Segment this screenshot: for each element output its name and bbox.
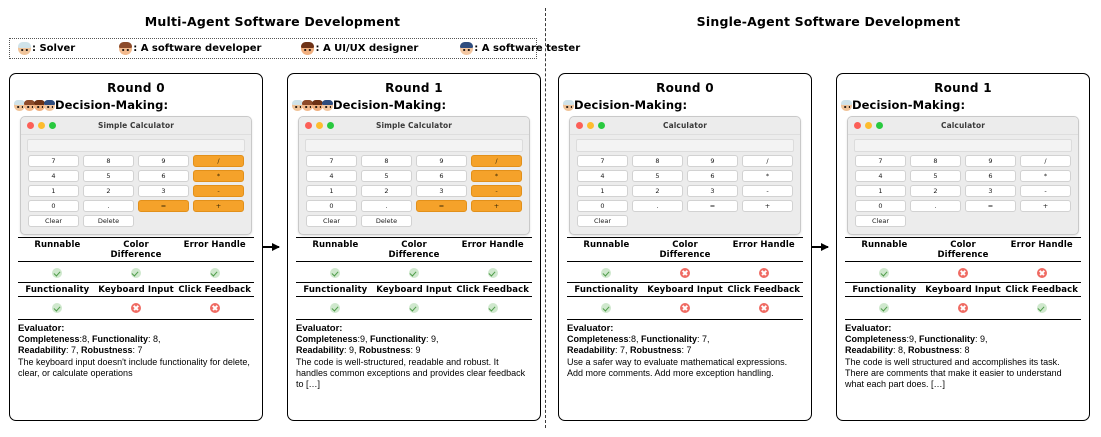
score-label-robustness: Robustness — [908, 345, 960, 356]
calculator-key-row — [304, 170, 524, 182]
calculator-key[interactable]: 2 — [910, 185, 961, 197]
decision-making-label: Decision-Making: — [333, 98, 447, 112]
criteria-label: Keyboard Input — [647, 285, 723, 295]
score-label-robustness: Robustness — [630, 345, 682, 356]
calculator-key[interactable]: - — [193, 185, 244, 197]
criteria-label: Keyboard Input — [376, 285, 452, 295]
criteria-label: Runnable — [312, 240, 359, 250]
calculator-key[interactable]: . — [361, 200, 412, 212]
calculator-key[interactable]: 3 — [965, 185, 1016, 197]
calculator-titlebar — [299, 117, 529, 135]
calculator-key-row — [575, 155, 795, 167]
agent-avatar-group — [292, 100, 332, 111]
calculator-key[interactable]: * — [1020, 170, 1071, 182]
calculator-key-row — [26, 185, 246, 197]
criteria-label-row — [845, 283, 1081, 296]
check-icon — [330, 303, 340, 313]
evaluator-scores — [567, 334, 803, 356]
calculator-key[interactable]: 4 — [28, 170, 79, 182]
evaluator-block — [567, 319, 803, 379]
agent-avatar-group — [14, 100, 54, 111]
evaluator-block — [296, 319, 532, 390]
calculator-keypad — [570, 155, 800, 234]
calculator-key[interactable]: 9 — [138, 155, 189, 167]
evaluator-title: Evaluator: — [296, 323, 343, 334]
calculator-key[interactable]: = — [416, 200, 467, 212]
criteria-label-row — [296, 238, 532, 261]
calculator-key[interactable]: 0 — [306, 200, 357, 212]
criteria-label: Keyboard Input — [98, 285, 174, 295]
evaluator-comment: The code is well-structured, readable and robust. It handles common exceptions and provides clear feedback to […] — [296, 356, 526, 390]
criteria-mark-cell — [453, 297, 532, 317]
calculator-key[interactable]: 6 — [138, 170, 189, 182]
calculator-keypad — [299, 155, 529, 234]
calculator-mockup — [569, 116, 801, 235]
cross-icon — [759, 303, 769, 313]
calculator-key-row — [853, 170, 1073, 182]
criteria-mark-cell — [646, 297, 725, 317]
calculator-key[interactable]: Clear — [577, 215, 628, 227]
calculator-key-row — [575, 185, 795, 197]
score-value-completeness: :8, — [628, 334, 642, 345]
calculator-key[interactable]: / — [742, 155, 793, 167]
check-icon — [210, 268, 220, 278]
criteria-mark-cell — [97, 297, 176, 317]
calculator-key-row — [304, 215, 524, 227]
score-label-readability: Readability — [845, 345, 894, 356]
calculator-key[interactable]: = — [687, 200, 738, 212]
score-value-functionality: : 9, — [426, 334, 439, 345]
criteria-mark-cell — [97, 262, 176, 282]
evaluator-scores — [296, 334, 532, 356]
calculator-key[interactable]: + — [1020, 200, 1071, 212]
criteria-label-row — [296, 283, 532, 296]
criteria-mark-row — [18, 297, 254, 317]
check-icon — [52, 303, 62, 313]
criteria-mark-cell — [375, 297, 454, 317]
calculator-key[interactable]: - — [742, 185, 793, 197]
agent-avatar-group — [841, 100, 851, 111]
calculator-key[interactable]: 8 — [910, 155, 961, 167]
criteria-mark-cell — [724, 297, 803, 317]
criteria-label: Functionality — [574, 285, 639, 295]
calculator-key[interactable]: * — [193, 170, 244, 182]
score-label-readability: Readability — [567, 345, 616, 356]
criteria-label-row — [567, 238, 803, 261]
check-icon — [879, 303, 889, 313]
calculator-key[interactable]: * — [471, 170, 522, 182]
single-agent-section-title: Single-Agent Software Development — [696, 14, 961, 29]
score-value-readability: : 7, — [615, 345, 631, 356]
check-icon — [409, 268, 419, 278]
calculator-mockup — [20, 116, 252, 235]
calculator-key[interactable]: Delete — [83, 215, 134, 227]
calculator-key[interactable]: 1 — [577, 185, 628, 197]
evaluator-block — [18, 319, 254, 379]
decision-making-header — [14, 98, 262, 112]
calculator-key[interactable]: 8 — [83, 155, 134, 167]
score-value-robustness: : 8 — [959, 345, 970, 356]
calculator-key[interactable]: + — [193, 200, 244, 212]
evaluator-comment: The keyboard input doesn't include functionality for delete, clear, or calculate operations — [18, 356, 250, 378]
criteria-table — [845, 237, 1081, 317]
score-label-functionality: Functionality — [370, 334, 427, 345]
score-value-functionality: : 9, — [975, 334, 988, 345]
calculator-key[interactable]: 1 — [28, 185, 79, 197]
calculator-key[interactable]: = — [138, 200, 189, 212]
calculator-key[interactable]: 3 — [687, 185, 738, 197]
calculator-key[interactable]: 0 — [28, 200, 79, 212]
check-icon — [409, 303, 419, 313]
evaluator-scores — [845, 334, 1081, 356]
calculator-key[interactable]: 7 — [28, 155, 79, 167]
calculator-key[interactable]: / — [471, 155, 522, 167]
calculator-key[interactable]: 2 — [83, 185, 134, 197]
designer-face-icon — [301, 42, 314, 55]
score-label-completeness: Completeness — [845, 334, 907, 345]
round-panel — [836, 73, 1090, 421]
calculator-key[interactable]: 0 — [855, 200, 906, 212]
criteria-mark-cell — [296, 262, 375, 282]
check-icon — [488, 268, 498, 278]
calculator-key[interactable]: Clear — [855, 215, 906, 227]
calculator-mockup — [298, 116, 530, 235]
criteria-mark-cell — [845, 297, 924, 317]
calculator-key[interactable]: + — [471, 200, 522, 212]
calculator-key[interactable]: Delete — [361, 215, 412, 227]
evaluator-title: Evaluator: — [18, 323, 65, 334]
cross-icon — [210, 303, 220, 313]
score-value-robustness: : 9 — [410, 345, 421, 356]
criteria-label: Runnable — [861, 240, 908, 250]
calculator-key[interactable]: Clear — [306, 215, 357, 227]
criteria-label: Runnable — [583, 240, 630, 250]
calculator-window-title: Calculator — [663, 121, 707, 130]
calculator-key-row — [26, 215, 246, 227]
score-value-readability: : 8, — [893, 345, 909, 356]
round-title: Round 1 — [934, 81, 992, 95]
calculator-key[interactable]: 0 — [577, 200, 628, 212]
criteria-mark-row — [567, 297, 803, 317]
calculator-window-title: Calculator — [941, 121, 985, 130]
calculator-display[interactable] — [305, 139, 523, 152]
calculator-key[interactable]: 2 — [361, 185, 412, 197]
calculator-titlebar — [848, 117, 1078, 135]
calculator-key[interactable]: . — [632, 200, 683, 212]
criteria-table — [296, 237, 532, 317]
evaluator-block — [845, 319, 1081, 390]
round-progress-arrow — [812, 246, 828, 248]
calculator-key[interactable]: 2 — [632, 185, 683, 197]
legend-item-tester — [460, 42, 580, 55]
check-icon — [879, 268, 889, 278]
score-value-readability: : 7, — [66, 345, 82, 356]
calculator-key[interactable]: 5 — [83, 170, 134, 182]
score-value-readability: : 9, — [344, 345, 360, 356]
calculator-key[interactable]: / — [1020, 155, 1071, 167]
cross-icon — [958, 268, 968, 278]
calculator-mockup — [847, 116, 1079, 235]
check-icon — [488, 303, 498, 313]
calculator-key-row — [304, 185, 524, 197]
round-title: Round 1 — [385, 81, 443, 95]
calculator-key[interactable]: 6 — [687, 170, 738, 182]
calculator-titlebar — [570, 117, 800, 135]
criteria-mark-cell — [724, 262, 803, 282]
calculator-key[interactable]: 7 — [577, 155, 628, 167]
decision-making-header — [841, 98, 1089, 112]
criteria-label: Functionality — [25, 285, 90, 295]
check-icon — [1037, 303, 1047, 313]
legend-label-solver: : Solver — [32, 43, 76, 54]
criteria-label: Click Feedback — [727, 285, 801, 295]
calculator-key[interactable]: 9 — [687, 155, 738, 167]
check-icon — [52, 268, 62, 278]
calculator-titlebar — [21, 117, 251, 135]
calculator-key[interactable]: 4 — [577, 170, 628, 182]
decision-making-label: Decision-Making: — [574, 98, 688, 112]
calculator-key[interactable]: 7 — [306, 155, 357, 167]
criteria-mark-cell — [453, 262, 532, 282]
criteria-label: Color Difference — [937, 240, 989, 260]
criteria-mark-row — [296, 297, 532, 317]
criteria-mark-cell — [1002, 297, 1081, 317]
calculator-display[interactable] — [27, 139, 245, 152]
calculator-key[interactable]: 7 — [855, 155, 906, 167]
calculator-key-row — [26, 155, 246, 167]
criteria-mark-cell — [175, 262, 254, 282]
score-label-robustness: Robustness — [359, 345, 411, 356]
criteria-label: Click Feedback — [1005, 285, 1079, 295]
legend-label-developer: : A software developer — [133, 43, 262, 54]
criteria-mark-cell — [18, 262, 97, 282]
criteria-label: Color Difference — [110, 240, 162, 260]
criteria-mark-row — [845, 297, 1081, 317]
calculator-window-title: Simple Calculator — [375, 121, 453, 130]
calculator-key[interactable]: 1 — [306, 185, 357, 197]
decision-making-header — [292, 98, 540, 112]
calculator-keypad — [848, 155, 1078, 234]
calculator-key-row — [575, 215, 795, 227]
calculator-key-row — [304, 200, 524, 212]
score-value-functionality: : 7, — [697, 334, 710, 345]
criteria-label-row — [18, 283, 254, 296]
calculator-key[interactable]: 5 — [361, 170, 412, 182]
criteria-label: Functionality — [303, 285, 368, 295]
calculator-key[interactable]: 3 — [416, 185, 467, 197]
calculator-key[interactable]: 4 — [306, 170, 357, 182]
agent-avatar-group — [563, 100, 573, 111]
calculator-key-row — [853, 200, 1073, 212]
criteria-mark-cell — [1002, 262, 1081, 282]
score-label-completeness: Completeness — [296, 334, 358, 345]
calculator-key[interactable]: 9 — [965, 155, 1016, 167]
criteria-mark-cell — [646, 262, 725, 282]
criteria-label: Error Handle — [183, 240, 246, 250]
criteria-label: Runnable — [34, 240, 81, 250]
calculator-key[interactable]: 6 — [965, 170, 1016, 182]
calculator-key-row — [853, 215, 1073, 227]
score-label-readability: Readability — [296, 345, 345, 356]
score-label-readability: Readability — [18, 345, 67, 356]
calculator-key-row — [575, 200, 795, 212]
calculator-key[interactable]: 8 — [632, 155, 683, 167]
score-label-completeness: Completeness — [18, 334, 80, 345]
criteria-mark-cell — [567, 262, 646, 282]
score-value-robustness: : 7 — [681, 345, 692, 356]
criteria-mark-row — [567, 262, 803, 282]
calculator-key-row — [575, 170, 795, 182]
cross-icon — [1037, 268, 1047, 278]
criteria-mark-cell — [18, 297, 97, 317]
evaluator-comment: The code is well structured and accomplishes its task. There are comments that make it easier to understand what each part does. […] — [845, 356, 1062, 390]
score-label-robustness: Robustness — [81, 345, 133, 356]
legend-label-designer: : A UI/UX designer — [315, 43, 419, 54]
calculator-key[interactable]: . — [910, 200, 961, 212]
calculator-key[interactable]: 3 — [138, 185, 189, 197]
tester-face-icon — [322, 100, 333, 111]
tester-face-icon — [44, 100, 55, 111]
criteria-label: Error Handle — [1010, 240, 1073, 250]
criteria-mark-cell — [175, 297, 254, 317]
score-value-completeness: :9, — [906, 334, 920, 345]
cross-icon — [759, 268, 769, 278]
criteria-mark-row — [18, 262, 254, 282]
decision-making-label: Decision-Making: — [852, 98, 966, 112]
calculator-key[interactable]: 4 — [855, 170, 906, 182]
check-icon — [330, 268, 340, 278]
evaluator-title: Evaluator: — [845, 323, 892, 334]
check-icon — [131, 268, 141, 278]
calculator-window-title: Simple Calculator — [97, 121, 175, 130]
criteria-mark-cell — [924, 262, 1003, 282]
criteria-label: Color Difference — [388, 240, 440, 260]
calculator-key[interactable]: Clear — [28, 215, 79, 227]
calculator-key[interactable]: + — [742, 200, 793, 212]
calculator-key[interactable]: . — [83, 200, 134, 212]
calculator-key[interactable]: / — [193, 155, 244, 167]
score-label-completeness: Completeness — [567, 334, 629, 345]
calculator-key-row — [853, 155, 1073, 167]
score-label-functionality: Functionality — [919, 334, 976, 345]
calculator-key-row — [853, 185, 1073, 197]
evaluator-comment: Use a safer way to evaluate mathematical expressions. Add more comments. Add more exception handling. — [567, 356, 788, 378]
cross-icon — [680, 303, 690, 313]
evaluator-scores — [18, 334, 254, 356]
round-title: Round 0 — [107, 81, 165, 95]
criteria-mark-cell — [845, 262, 924, 282]
calculator-key[interactable]: 5 — [632, 170, 683, 182]
criteria-label: Keyboard Input — [925, 285, 1001, 295]
calculator-key[interactable]: = — [965, 200, 1016, 212]
criteria-table — [18, 237, 254, 317]
round-panel — [287, 73, 541, 421]
solver-face-icon — [563, 100, 574, 111]
section-divider — [545, 8, 546, 428]
criteria-mark-row — [296, 262, 532, 282]
agent-legend — [9, 38, 581, 59]
criteria-label: Color Difference — [659, 240, 711, 260]
criteria-label: Click Feedback — [178, 285, 252, 295]
score-label-functionality: Functionality — [92, 334, 149, 345]
criteria-mark-cell — [375, 262, 454, 282]
criteria-mark-cell — [296, 297, 375, 317]
developer-face-icon — [119, 42, 132, 55]
score-label-functionality: Functionality — [641, 334, 698, 345]
legend-item-developer — [119, 42, 261, 55]
legend-label-tester: : A software tester — [474, 43, 581, 54]
score-value-completeness: :8, — [79, 334, 93, 345]
criteria-table — [567, 237, 803, 317]
calculator-key[interactable]: 1 — [855, 185, 906, 197]
calculator-key[interactable]: - — [1020, 185, 1071, 197]
criteria-label-row — [845, 238, 1081, 261]
calculator-key[interactable]: 5 — [910, 170, 961, 182]
check-icon — [601, 268, 611, 278]
criteria-label: Error Handle — [461, 240, 524, 250]
score-value-functionality: : 8, — [148, 334, 161, 345]
cross-icon — [680, 268, 690, 278]
calculator-key[interactable]: 9 — [416, 155, 467, 167]
cross-icon — [131, 303, 141, 313]
criteria-label: Error Handle — [732, 240, 795, 250]
decision-making-label: Decision-Making: — [55, 98, 169, 112]
calculator-display[interactable] — [576, 139, 794, 152]
solver-face-icon — [18, 42, 31, 55]
calculator-key-row — [26, 200, 246, 212]
round-title: Round 0 — [656, 81, 714, 95]
criteria-mark-cell — [924, 297, 1003, 317]
round-panel — [9, 73, 263, 421]
criteria-label: Click Feedback — [456, 285, 530, 295]
calculator-key[interactable]: * — [742, 170, 793, 182]
check-icon — [601, 303, 611, 313]
round-progress-arrow — [263, 246, 279, 248]
calculator-key[interactable]: 8 — [361, 155, 412, 167]
criteria-mark-row — [845, 262, 1081, 282]
score-value-robustness: : 7 — [132, 345, 143, 356]
legend-item-designer — [301, 42, 418, 55]
tester-face-icon — [460, 42, 473, 55]
criteria-label-row — [567, 283, 803, 296]
cross-icon — [958, 303, 968, 313]
round-panel — [558, 73, 812, 421]
calculator-key[interactable]: - — [471, 185, 522, 197]
solver-face-icon — [841, 100, 852, 111]
multi-agent-section-title: Multi-Agent Software Development — [144, 14, 401, 29]
calculator-key[interactable]: 6 — [416, 170, 467, 182]
evaluator-title: Evaluator: — [567, 323, 614, 334]
legend-item-solver — [18, 42, 75, 55]
calculator-display[interactable] — [854, 139, 1072, 152]
criteria-label: Functionality — [852, 285, 917, 295]
criteria-label-row — [18, 238, 254, 261]
decision-making-header — [563, 98, 811, 112]
calculator-key-row — [304, 155, 524, 167]
score-value-completeness: :9, — [357, 334, 371, 345]
criteria-mark-cell — [567, 297, 646, 317]
calculator-key-row — [26, 170, 246, 182]
calculator-keypad — [21, 155, 251, 234]
